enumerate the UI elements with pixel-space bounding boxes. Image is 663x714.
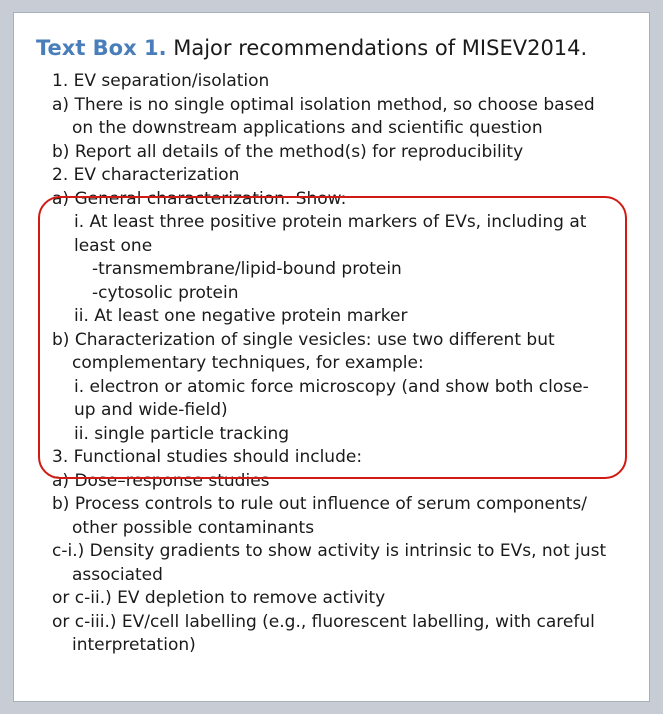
text-box-card	[13, 12, 650, 702]
list-item: -transmembrane/lipid-bound protein	[92, 259, 402, 279]
list-item: b) Characterization of single vesicles: use two different but	[52, 329, 555, 350]
text-box-title-rest: Major recommendations of MISEV2014.	[166, 36, 588, 60]
list-item: 2. EV characterization	[52, 165, 240, 185]
list-item: 1. EV separation/isolation	[52, 71, 270, 91]
list-item: on the downstream applications and scientific question	[72, 118, 543, 138]
text-box-inner	[14, 13, 649, 668]
list-item: ii. At least one negative protein marker	[74, 306, 408, 326]
text-box-label: Text Box 1.	[36, 36, 167, 60]
list-item: b) Report all details of the method(s) for reproducibility	[52, 141, 524, 162]
list-item: i. At least three positive protein markers of EVs, including at	[74, 212, 587, 232]
text-box-title	[36, 35, 631, 61]
list-item: ii. single particle tracking	[74, 423, 290, 444]
list-item: other possible contaminants	[72, 517, 315, 538]
list-item: b) Process controls to rule out influence of serum components/	[52, 494, 587, 514]
list-item: a) There is no single optimal isolation method, so choose based	[52, 94, 595, 115]
list-item: i. electron or atomic force microscopy (and show both close-	[74, 376, 589, 397]
list-item: a) General characterization. Show:	[52, 188, 347, 209]
list-item: up and wide-field)	[74, 400, 228, 420]
list-item: 3. Functional studies should include:	[52, 447, 363, 467]
list-item: least one	[74, 235, 153, 256]
list-item: a) Dose–response studies	[52, 470, 270, 491]
list-item: complementary techniques, for example:	[72, 353, 424, 373]
recommendations-list	[36, 70, 631, 658]
list-item: c-i.) Density gradients to show activity is intrinsic to EVs, not just	[52, 541, 607, 561]
list-item: -cytosolic protein	[92, 282, 239, 303]
list-item: interpretation)	[72, 635, 196, 655]
list-item: associated	[72, 564, 163, 585]
list-item: or c-iii.) EV/cell labelling (e.g., fluorescent labelling, with careful	[52, 611, 595, 632]
list-item: or c-ii.) EV depletion to remove activity	[52, 588, 386, 608]
